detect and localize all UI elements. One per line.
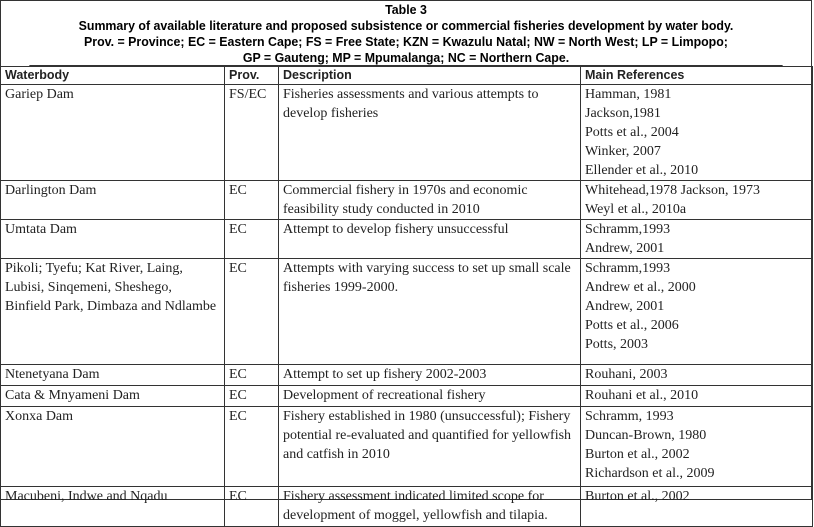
references-cell bbox=[581, 181, 813, 220]
reference: Jackson,1981 bbox=[585, 106, 661, 121]
references-cell bbox=[581, 487, 813, 527]
reference: Rouhani et al., 2010 bbox=[585, 388, 699, 403]
header-waterbody: Waterbody bbox=[1, 67, 225, 85]
description-cell: Attempt to develop fishery unsuccessful bbox=[279, 220, 581, 259]
reference: Schramm, 1993 bbox=[585, 409, 674, 424]
references-cell bbox=[581, 407, 813, 487]
waterbody-cell: Macubeni, Indwe and Nqadu bbox=[1, 487, 225, 527]
reference: Andrew et al., 2000 bbox=[585, 280, 696, 295]
waterbody-cell: Pikoli; Tyefu; Kat River, Laing, Lubisi, Sinqemeni, Sheshego, Binfield Park, Dimbaza and Ndlambe bbox=[1, 259, 225, 365]
table-row bbox=[1, 386, 813, 407]
reference: Rouhani, 2003 bbox=[585, 367, 668, 382]
description-cell: Fishery established in 1980 (unsuccessful); Fishery potential re-evaluated and quantified for yellowfish and catfish in 2010 bbox=[279, 407, 581, 487]
description-cell: Attempts with varying success to set up small scale fisheries 1999-2000. bbox=[279, 259, 581, 365]
table-row bbox=[1, 259, 813, 365]
reference: Whitehead,1978 Jackson, 1973 bbox=[585, 183, 760, 198]
province-cell: EC bbox=[225, 386, 279, 407]
description-cell: Attempt to set up fishery 2002-2003 bbox=[279, 365, 581, 386]
waterbody-cell: Umtata Dam bbox=[1, 220, 225, 259]
reference: Schramm,1993 bbox=[585, 261, 671, 276]
reference: Duncan-Brown, 1980 bbox=[585, 428, 707, 443]
references-cell bbox=[581, 365, 813, 386]
waterbody-cell: Darlington Dam bbox=[1, 181, 225, 220]
table-caption bbox=[29, 1, 782, 66]
table-row bbox=[1, 365, 813, 386]
waterbody-cell: Ntenetyana Dam bbox=[1, 365, 225, 386]
description-cell: Commercial fishery in 1970s and economic feasibility study conducted in 2010 bbox=[279, 181, 581, 220]
reference: Burton et al., 2002 bbox=[585, 489, 690, 504]
province-cell: EC bbox=[225, 365, 279, 386]
fisheries-table bbox=[0, 66, 813, 527]
description-cell: Fishery assessment indicated limited scope for development of moggel, yellowfish and tilapia. bbox=[279, 487, 581, 527]
header-references: Main References bbox=[581, 67, 813, 85]
references-cell bbox=[581, 220, 813, 259]
table-row bbox=[1, 487, 813, 527]
province-cell: EC bbox=[225, 487, 279, 527]
description-cell: Fisheries assessments and various attempts to develop fisheries bbox=[279, 85, 581, 181]
reference: Burton et al., 2002 bbox=[585, 447, 690, 462]
reference: Hamman, 1981 bbox=[585, 87, 672, 102]
reference: Schramm,1993 bbox=[585, 222, 671, 237]
table-row bbox=[1, 407, 813, 487]
reference: Weyl et al., 2010a bbox=[585, 202, 687, 217]
header-description: Description bbox=[279, 67, 581, 85]
province-cell: FS/EC bbox=[225, 85, 279, 181]
province-cell: EC bbox=[225, 407, 279, 487]
waterbody-cell: Gariep Dam bbox=[1, 85, 225, 181]
reference: Potts et al., 2004 bbox=[585, 125, 679, 140]
header-prov: Prov. bbox=[225, 67, 279, 85]
province-cell: EC bbox=[225, 259, 279, 365]
reference: Winker, 2007 bbox=[585, 144, 661, 159]
province-cell: EC bbox=[225, 220, 279, 259]
reference: Andrew, 2001 bbox=[585, 241, 665, 256]
reference: Andrew, 2001 bbox=[585, 299, 665, 314]
caption-line: Prov. = Province; EC = Eastern Cape; FS = Free State; KZN = Kwazulu Natal; NW = North West; LP = Limpopo; bbox=[84, 34, 728, 49]
caption-line: Summary of available literature and proposed subsistence or commercial fisheries development by water body. bbox=[78, 18, 734, 33]
waterbody-cell: Xonxa Dam bbox=[1, 407, 225, 487]
waterbody-cell: Cata & Mnyameni Dam bbox=[1, 386, 225, 407]
reference: Ellender et al., 2010 bbox=[585, 163, 699, 178]
references-cell bbox=[581, 85, 813, 181]
reference: Richardson et al., 2009 bbox=[585, 466, 715, 481]
references-cell bbox=[581, 386, 813, 407]
table-title: Table 3 bbox=[385, 2, 427, 17]
table-row bbox=[1, 181, 813, 220]
references-cell bbox=[581, 259, 813, 365]
reference: Potts et al., 2006 bbox=[585, 318, 679, 333]
table-row bbox=[1, 220, 813, 259]
description-cell: Development of recreational fishery bbox=[279, 386, 581, 407]
province-cell: EC bbox=[225, 181, 279, 220]
reference: Potts, 2003 bbox=[585, 337, 649, 352]
caption-line: GP = Gauteng; MP = Mpumalanga; NC = Northern Cape. bbox=[242, 50, 570, 65]
table-row bbox=[1, 85, 813, 181]
